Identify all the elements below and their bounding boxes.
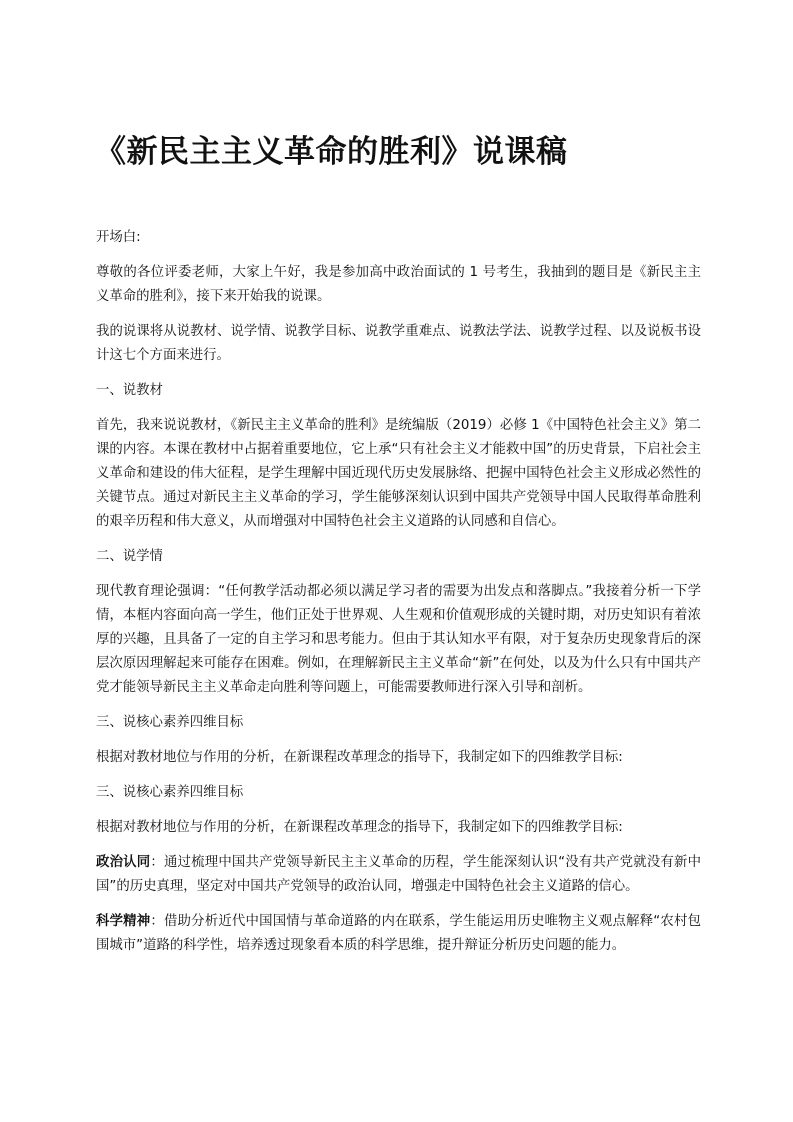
opening-label: 开场白: [96, 230, 141, 245]
goal-political-identity [96, 851, 701, 899]
goal-scientific-spirit [96, 910, 701, 958]
section-heading-textbook: 一、说教材 [96, 383, 163, 398]
goals-intro-paragraph-repeat: 根据对教材地位与作用的分析，在新课程改革理念的指导下，我制定如下的四维教学目标: [96, 820, 623, 835]
section-heading-students: 二、说学情 [96, 549, 163, 564]
section-heading-goals-repeat: 三、说核心素养四维目标 [96, 785, 244, 800]
section-heading-goals: 三、说核心素养四维目标 [96, 715, 244, 730]
goal-text: ：借助分析近代中国国情与革命道路的内在联系，学生能运用历史唯物主义观点解释“农村包围城市”道路的科学性，培养透过现象看本质的科学思维，提升辩证分析历史问题的能力。 [96, 914, 702, 953]
students-paragraph: 现代教育理论强调：“任何教学活动都必须以满足学习者的需要为出发点和落脚点。”我接着分析一下学情，本框内容面向高一学生，他们正处于世界观、人生观和价值观形成的关键时期，对历史知识有着浓厚的兴趣，且具备了一定的自主学习和思考能力。但由于其认知水平有限，对于复杂历史现象背后的深层次原因理解起来可能存在困难。例如，在理解新民主主义革命“新”在何处，以及为什么只有中国共产党才能领导新民主主义革命走向胜利等问题上，可能需要教师进行深入引导和剖析。 [96, 584, 701, 695]
textbook-paragraph: 首先，我来说说教材，《新民主主义革命的胜利》是统编版（2019）必修 1《中国特色社会主义》第二课的内容。本课在教材中占据着重要地位，它上承“只有社会主义才能救中国”的历史背景，下启社会主义革命和建设的伟大征程，是学生理解中国近现代历史发展脉络、把握中国特色社会主义形成必然性的关键节点。通过对新民主主义革命的学习，学生能够深刻认识到中国共产党领导中国人民取得革命胜利的艰辛历程和伟大意义，从而增强对中国特色社会主义道路的认同感和自信心。 [96, 418, 701, 529]
opening-paragraph: 尊敬的各位评委老师，大家上午好，我是参加高中政治面试的 1 号考生，我抽到的题目是《新民主主义革命的胜利》，接下来开始我的说课。 [96, 265, 701, 304]
goal-label: 科学精神 [96, 914, 151, 929]
goal-text: ：通过梳理中国共产党领导新民主主义革命的历程，学生能深刻认识“没有共产党就没有新中国”的历史真理，坚定对中国共产党领导的政治认同，增强走中国特色社会主义道路的信心。 [96, 855, 702, 894]
document-title: 《新民主主义革命的胜利》说课稿 [95, 134, 568, 170]
goal-label: 政治认同 [96, 855, 151, 870]
goals-intro-paragraph: 根据对教材地位与作用的分析，在新课程改革理念的指导下，我制定如下的四维教学目标: [96, 750, 623, 765]
outline-paragraph: 我的说课将从说教材、说学情、说教学目标、说教学重难点、说教法学法、说教学过程、以及说板书设计这七个方面来进行。 [96, 324, 701, 363]
